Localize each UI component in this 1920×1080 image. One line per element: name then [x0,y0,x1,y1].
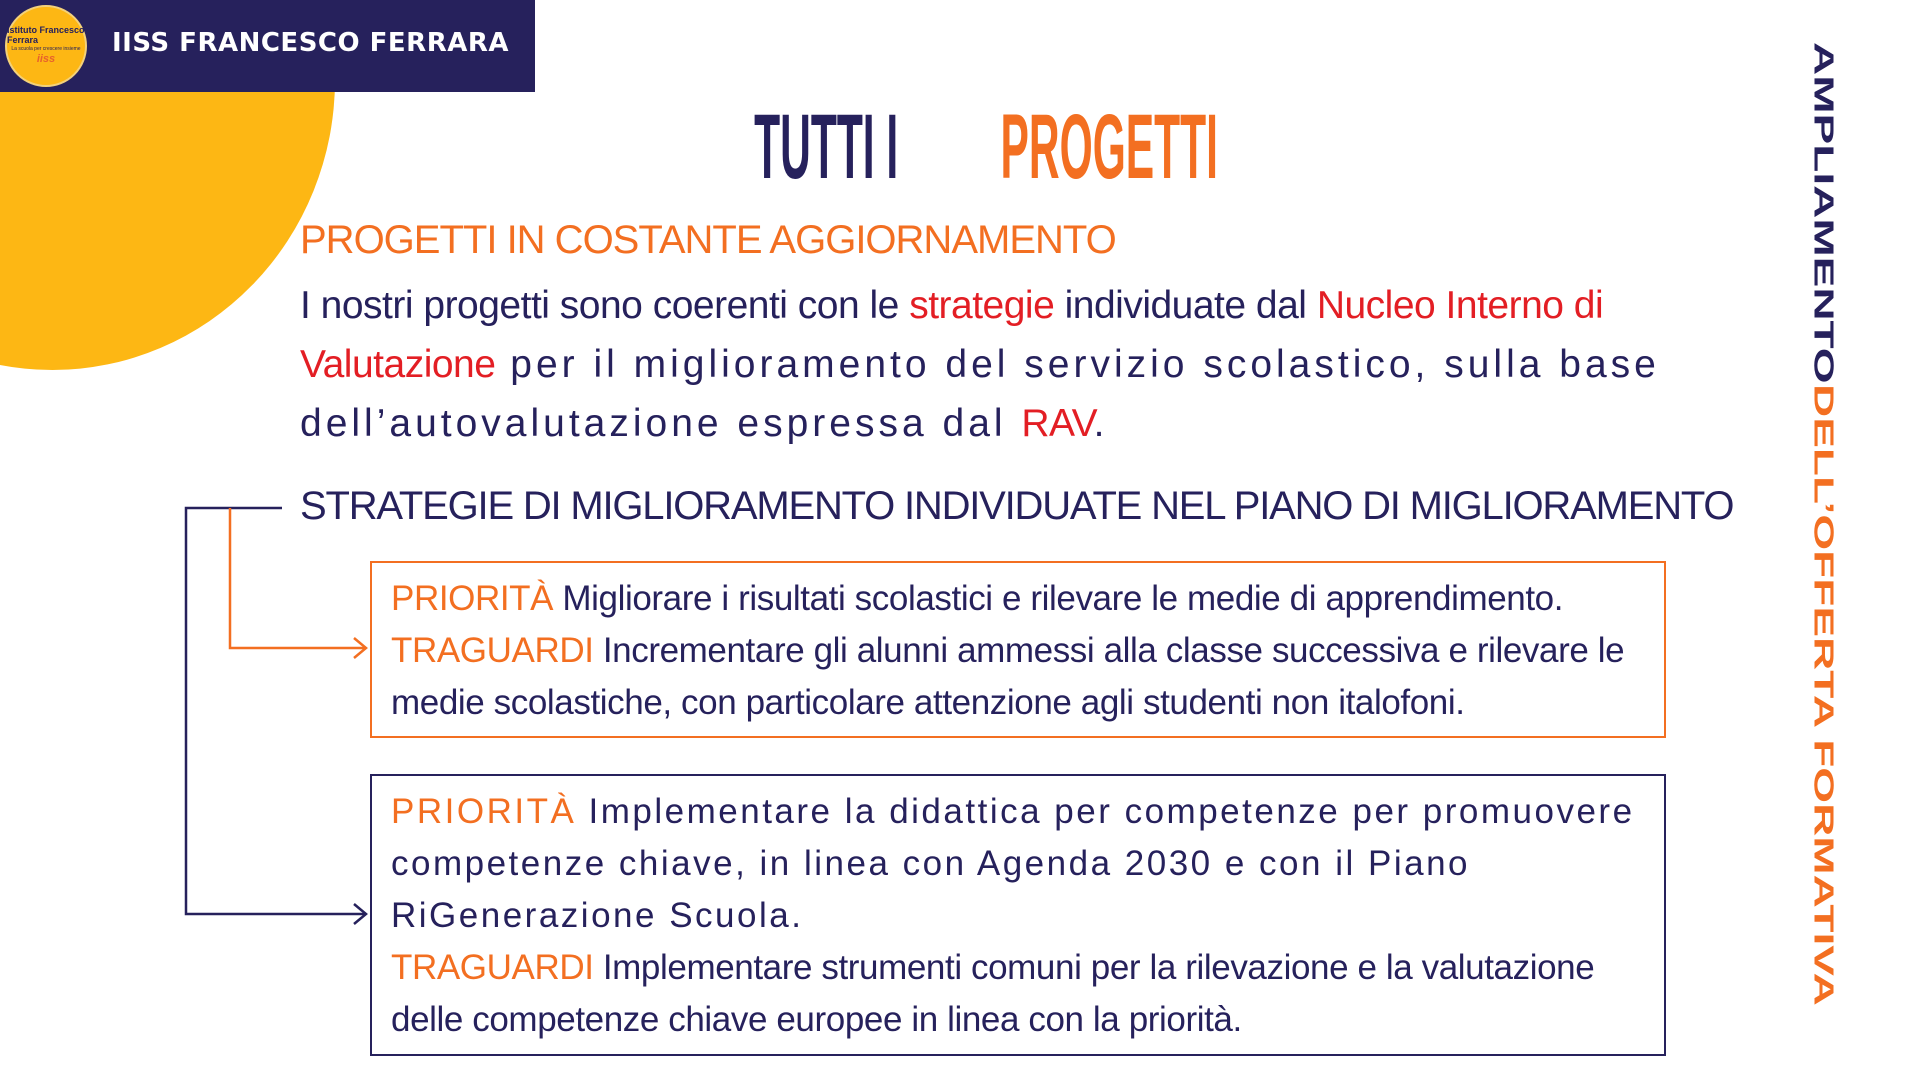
priority-text: Implementare la didattica per competenze per promuovere competenze chiave, in linea con Agenda 2030 e con il Piano RiGenerazione Scuola. [391,792,1635,935]
priority-text: Migliorare i risultati scolastici e rilevare le medie di apprendimento. [553,579,1564,618]
priority-label: PRIORITÀ [391,579,554,618]
intro-text-1: I nostri progetti sono coerenti con le [300,284,910,327]
section-subheading: PROGETTI IN COSTANTE AGGIORNAMENTO [300,218,1116,262]
intro-text-4: . [1093,402,1104,445]
orange-connector-line [230,508,366,648]
goals-label: TRAGUARDI [391,631,594,670]
school-name: IISS FRANCESCO FERRARA [112,28,509,58]
page-title-part2: PROGETTI [1000,96,1219,198]
logo-mark: iiss [36,53,56,66]
intro-highlight-nucleo: Nucleo Interno di Valutazione [300,284,1604,386]
priority-label: PRIORITÀ [391,792,577,831]
side-title-part1: AMPLIAMENTO [1808,42,1840,384]
side-title-part2: DELL’OFFERTA FORMATIVA [1808,383,1840,1006]
improvement-box-2 [370,774,1666,1056]
intro-text-3: per il miglioramento del servizio scolastico, sulla base dell’autovalutazione espressa dal [300,343,1660,445]
goals-text: Incrementare gli alunni ammessi alla classe successiva e rilevare le medie scolastiche, con particolare attenzione agli studenti non italofoni. [391,631,1625,722]
intro-text-2: individuate dal [1054,284,1317,327]
intro-highlight-rav: RAV [1021,402,1094,445]
logo-motto: La scuola per crescere insieme [11,46,81,53]
navy-connector-line [186,508,366,914]
goals-label: TRAGUARDI [391,948,594,987]
improvement-box-1 [370,561,1666,738]
strategies-heading: STRATEGIE DI MIGLIORAMENTO INDIVIDUATE NEL PIANO DI MIGLIORAMENTO [300,484,1734,528]
page-title-part1: TUTTI I [754,96,899,198]
intro-highlight-strategie: strategie [909,284,1055,327]
logo-name: Istituto Francesco Ferrara [7,25,85,45]
goals-text: Implementare strumenti comuni per la rilevazione e la valutazione delle competenze chiave europee in linea con la priorità. [391,948,1595,1039]
